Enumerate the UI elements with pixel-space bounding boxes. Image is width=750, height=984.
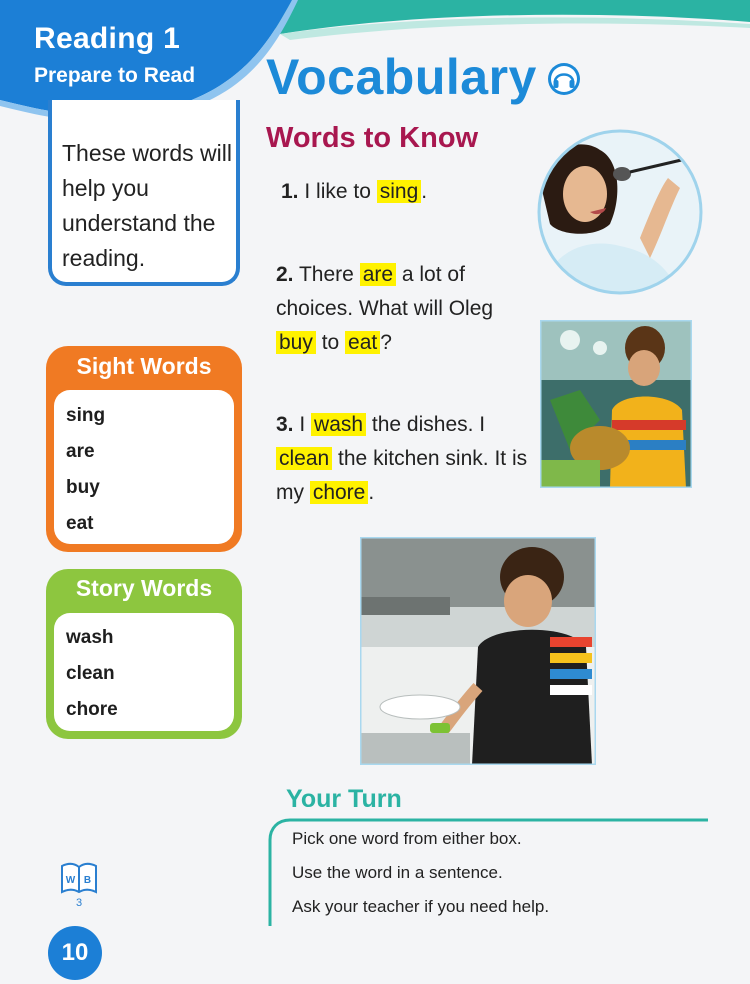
workbook-icon bbox=[60, 862, 98, 894]
sight-word: sing bbox=[66, 405, 106, 426]
sentence-text: . bbox=[421, 180, 428, 203]
reading-subtitle: Prepare to Read bbox=[34, 64, 196, 87]
sentence-text: I like to bbox=[304, 180, 377, 203]
your-turn-title: Your Turn bbox=[286, 785, 402, 813]
sight-word: buy bbox=[66, 477, 100, 498]
sentence-text: ? bbox=[380, 331, 392, 354]
headphones-icon[interactable] bbox=[547, 62, 581, 96]
sentence-text: the dishes. I bbox=[366, 413, 486, 436]
highlighted-word: are bbox=[360, 263, 396, 286]
your-turn-instruction: Ask your teacher if you need help. bbox=[292, 897, 550, 916]
story-word: clean bbox=[66, 663, 115, 684]
highlighted-word: chore bbox=[310, 481, 369, 504]
sentence-text: There bbox=[298, 263, 360, 286]
sentence-text: the kitchen sink. It is my bbox=[276, 447, 528, 504]
vocabulary-title: Vocabulary bbox=[266, 49, 537, 105]
sentence-text: I bbox=[299, 413, 312, 436]
highlighted-word: eat bbox=[345, 331, 380, 354]
story-word: chore bbox=[66, 699, 118, 720]
sentence-text: . bbox=[368, 481, 375, 504]
sentence-2 bbox=[276, 258, 536, 360]
sentence-1 bbox=[281, 175, 427, 209]
highlighted-word: wash bbox=[311, 413, 366, 436]
sight-word: are bbox=[66, 441, 95, 462]
story-word: wash bbox=[66, 627, 114, 648]
reading-title: Reading 1 bbox=[34, 22, 181, 55]
sight-words-title: Sight Words bbox=[76, 353, 212, 379]
workbook-page: 3 bbox=[75, 897, 83, 909]
sentence-text: to bbox=[315, 331, 346, 354]
highlighted-word: sing bbox=[377, 180, 422, 203]
page-number: 10 bbox=[61, 939, 89, 966]
washing-dishes-photo bbox=[360, 537, 596, 765]
pineapple-photo bbox=[540, 320, 692, 488]
workbook-letter: W bbox=[65, 875, 76, 886]
sentence-number: 1. bbox=[281, 180, 299, 203]
intro-text: These words will help you understand the reading. bbox=[62, 140, 232, 271]
sight-word: eat bbox=[66, 513, 94, 534]
highlighted-word: buy bbox=[276, 331, 316, 354]
workbook-letter: B bbox=[83, 875, 92, 886]
words-to-know-title: Words to Know bbox=[266, 122, 479, 154]
your-turn-instruction: Pick one word from either box. bbox=[292, 829, 522, 848]
sentence-number: 3. bbox=[276, 413, 294, 436]
story-words-title: Story Words bbox=[75, 575, 213, 601]
sentence-text: a lot of choices. What will Oleg bbox=[276, 263, 494, 320]
sentence-number: 2. bbox=[276, 263, 294, 286]
sentence-3 bbox=[276, 408, 536, 510]
your-turn-instruction: Use the word in a sentence. bbox=[292, 863, 503, 882]
highlighted-word: clean bbox=[276, 447, 332, 470]
singer-photo bbox=[530, 128, 710, 296]
